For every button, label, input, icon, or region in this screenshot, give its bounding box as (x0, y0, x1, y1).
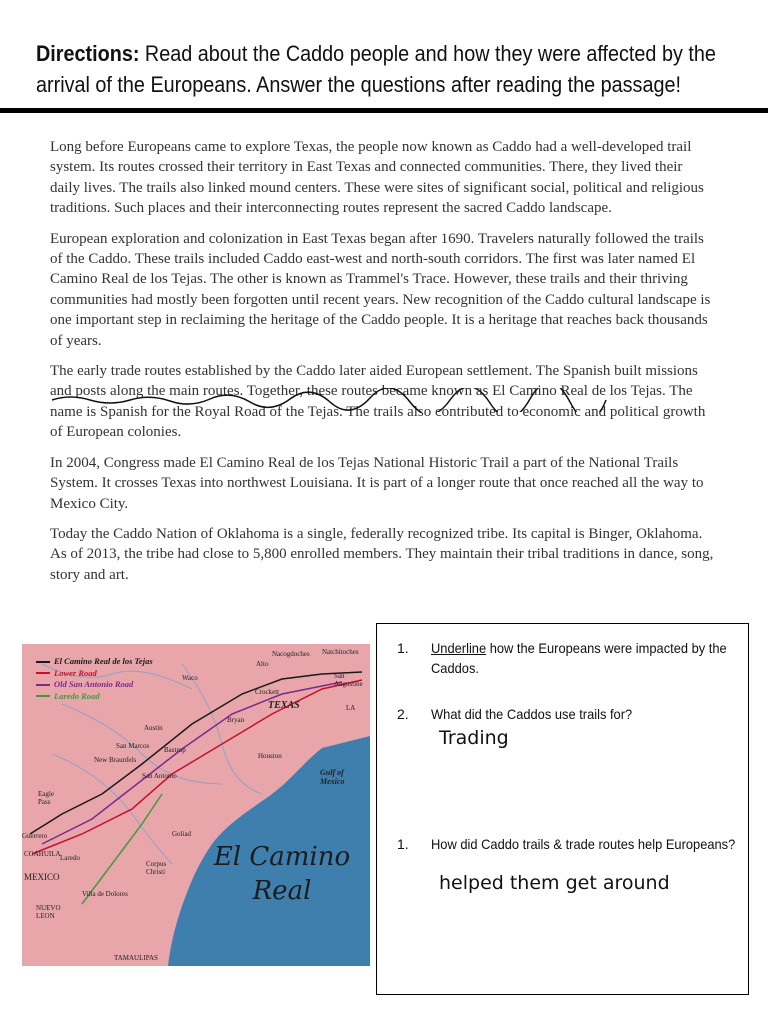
map-place-label: Eagle Pass (38, 790, 54, 806)
map-place-label: Houston (258, 752, 282, 760)
map-place-label: San Augustine (334, 672, 363, 688)
map-place-label: TEXAS (268, 700, 300, 711)
map-place-label: New Braunfels (94, 756, 137, 764)
question-2: 2. What did the Caddos use trails for? (397, 706, 633, 722)
paragraph-4: In 2004, Congress made El Camino Real de los Tejas National Historic Trail a part of the National Trails System. It crosses Texas into northwest Louisiana. It is part of a longer route that once reached all the way to Mexico City. (50, 454, 704, 512)
answer-3: helped them get around (439, 872, 670, 894)
map-place-label: Goliad (172, 830, 192, 838)
question-1: 1. Underline how the Europeans were impacted by the Caddos. (397, 640, 727, 676)
paragraph-3-rest: The Spanish built missions and posts along the main routes. Together, these routes became known as El Camino Real de los Tejas. The name is Spanish for the Royal Road of the Tejas. The trails also contributed to economic and political growth of European colonies. (50, 363, 706, 441)
map-place-label: Nacogdoches (272, 650, 310, 658)
paragraph-5: Today the Caddo Nation of Oklahoma is a single, federally recognized tribe. Its capital is Binger, Oklahoma. As of 2013, the tribe had close to 5,800 enrolled members. They maintain their tribal traditions in dance, song, story and art. (50, 525, 714, 583)
map-title: El Camino Real (213, 842, 351, 906)
paragraph-3 (50, 361, 715, 443)
map-place-label: San Marcos (116, 742, 150, 750)
underlined-sentence: The early trade routes established by the Caddo later aided European settlement. (50, 363, 533, 380)
divider-rule (0, 108, 768, 113)
map-place-label: Natchitoches (322, 648, 359, 656)
map-legend (36, 656, 153, 702)
map-place-label: Bryan (227, 716, 245, 724)
answer-2: Trading (439, 727, 509, 749)
reading-passage (50, 137, 715, 595)
legend-swatch (36, 695, 50, 697)
directions-label: Directions: (36, 41, 140, 66)
map-place-label: Guerrero (22, 832, 48, 840)
legend-entry-2: Lower Road (36, 668, 153, 680)
legend-swatch (36, 661, 50, 663)
map-place-label: Laredo (60, 854, 80, 862)
question-1-underline-word: Underline (431, 640, 487, 656)
map-place-label: Corpus Christi (146, 860, 167, 876)
question-3: 1. How did Caddo trails & trade routes help Europeans? (397, 836, 736, 852)
map-place-label: Gulf of Mexico (320, 768, 345, 786)
legend-swatch (36, 672, 50, 674)
questions-box (376, 623, 749, 995)
legend-swatch (36, 684, 50, 686)
legend-entry-3: Old San Antonio Road (36, 679, 153, 691)
map-place-label: Villa de Dolores (82, 890, 128, 898)
map-place-label: NUEVO LEON (36, 904, 61, 920)
map-place-label: Austin (144, 724, 163, 732)
paragraph-1: Long before Europeans came to explore Texas, the people now known as Caddo had a well-developed trail system. Its routes crossed their territory in East Texas and connected communities. There, they lived their daily lives. The trails also linked mound centers. These were sites of significant social, political and religious traditions. Such places and their interconnecting routes represent the sacred Caddo landscape. (50, 139, 704, 217)
map-place-label: TAMAULIPAS (114, 954, 158, 962)
map-place-label: COAHUILA (24, 850, 61, 858)
legend-entry-4: Laredo Road (36, 691, 153, 703)
map-place-label: MEXICO (24, 872, 60, 882)
map-place-label: LA (346, 704, 356, 712)
legend-entry-1: El Camino Real de los Tejas (36, 656, 153, 668)
map-place-label: Crockett (255, 688, 280, 696)
directions-heading (36, 38, 747, 100)
map-place-label: Bastrop (164, 746, 186, 754)
paragraph-2: European exploration and colonization in East Texas began after 1690. Travelers naturally followed the trails of the Caddo. These trails included Caddo east-west and north-south corridors. The first was later named El Camino Real de los Tejas. The other is known as Trammel's Trace. However, these trails and their thriving communities had mostly been forgotten until recent years. New recognition of the Caddo cultural landscape is one important step in reclaiming the heritage of the Caddo people. It is a heritage that reaches back thousands of years. (50, 230, 711, 349)
map-place-label: San Antonio (142, 772, 177, 780)
map-place-label: Waco (182, 674, 198, 682)
camino-real-map (22, 644, 370, 966)
directions-text: Read about the Caddo people and how they were affected by the arrival of the Europeans. Answer the questions after reading the passage! (36, 41, 716, 97)
map-place-label: Alto (256, 660, 269, 668)
